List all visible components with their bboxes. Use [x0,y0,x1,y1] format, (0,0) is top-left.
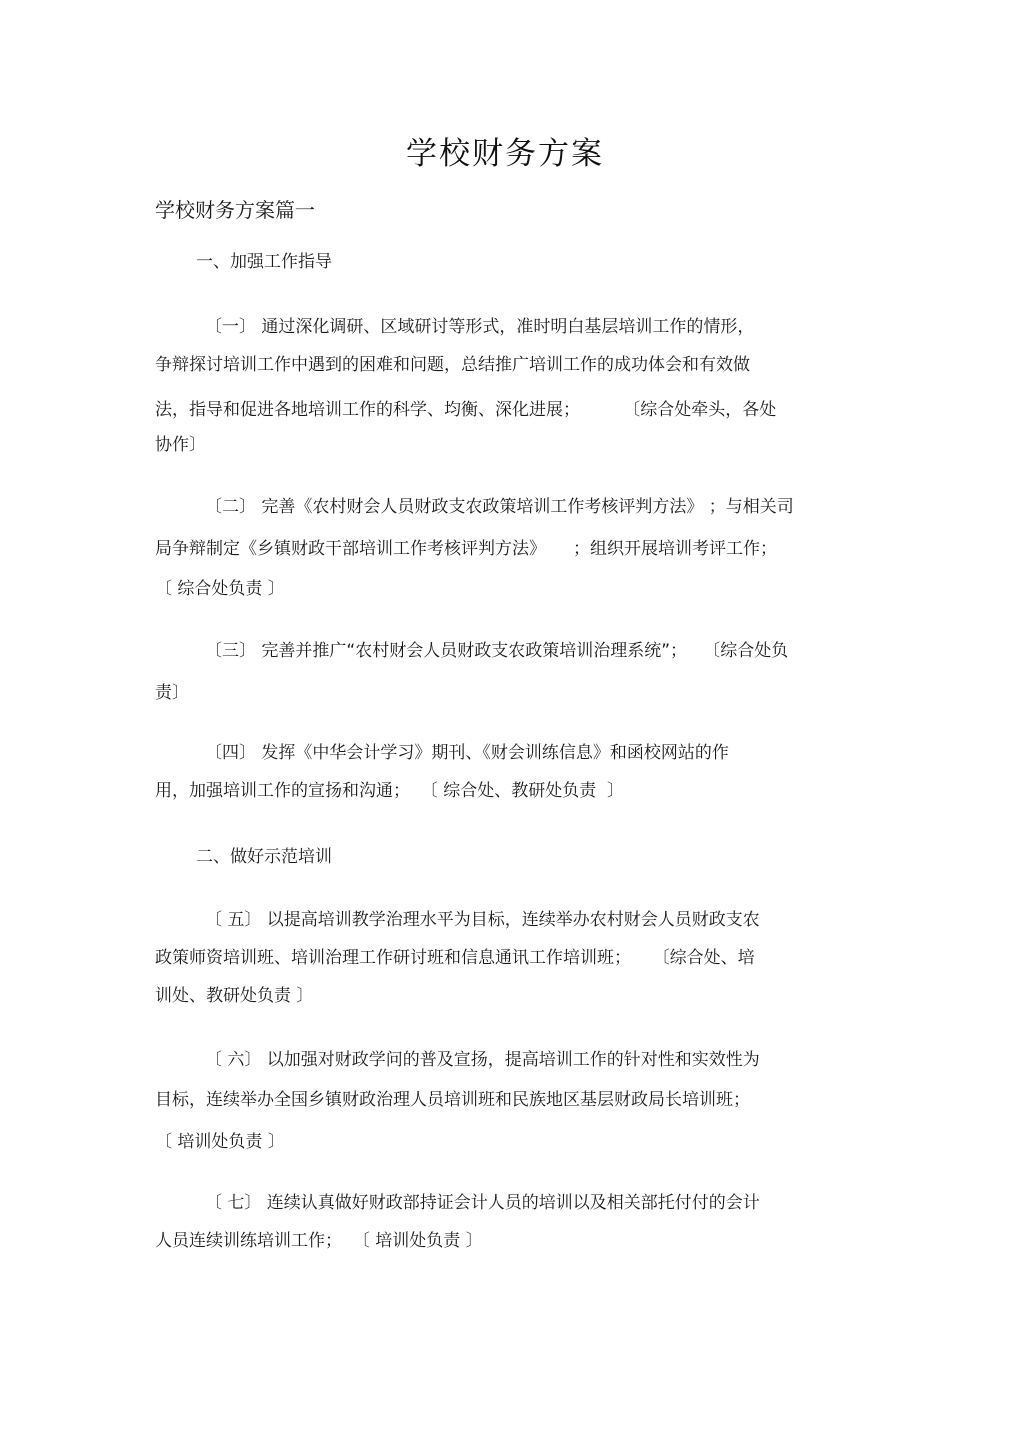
paragraph-line: 〔一〕 通过深化调研、区域研讨等形式，准时明白基层培训工作的情形， [205,317,755,337]
paragraph-line: 政策师资培训班、培训治理工作研讨班和信息通讯工作培训班； 〔综合处、培 [155,948,755,968]
paragraph-line: 〔 综合处负责 〕 [155,579,285,599]
paragraph-line: 局争辩制定《乡镇财政干部培训工作考核评判方法》 ；组织开展培训考评工作； [155,539,778,559]
document-title: 学校财务方案 [406,136,604,172]
section-heading-1: 一、加强工作指导 [196,252,332,272]
paragraph-line: 〔三〕 完善并推广“农村财会人员财政支农政策培训治理系统”； 〔综合处负 [205,641,789,661]
document-subtitle: 学校财务方案篇一 [155,198,315,222]
paragraph-line: 〔 培训处负责 〕 [155,1132,285,1152]
paragraph-line: 法，指导和促进各地培训工作的科学、均衡、深化进展； 〔综合处牵头，各处 [155,400,777,420]
paragraph-line: 争辩探讨培训工作中遇到的困难和问题，总结推广培训工作的成功体会和有效做 [155,355,750,375]
paragraph-line: 〔四〕 发挥《中华会计学习》期刊、《财会训练信息》和函校网站的作 [205,743,729,763]
paragraph-line: 〔 六〕 以加强对财政学问的普及宣扬，提高培训工作的针对性和实效性为 [205,1050,760,1070]
paragraph-line: 责〕 [155,683,189,703]
paragraph-line: 用，加强培训工作的宣扬和沟通； 〔 综合处、教研处负责 〕 [155,781,625,801]
paragraph-line: 训处、教研处负责 〕 [155,986,314,1006]
paragraph-line: 人员连续训练培训工作； 〔 培训处负责 〕 [155,1231,483,1251]
paragraph-line: 协作〕 [155,435,206,455]
paragraph-line: 〔二〕 完善《农村财会人员财政支农政策培训工作考核评判方法》 ；与相关司 [205,497,794,517]
paragraph-line: 〔 五〕 以提高培训教学治理水平为目标，连续举办农村财会人员财政支农 [205,910,760,930]
paragraph-line: 〔 七〕 连续认真做好财政部持证会计人员的培训以及相关部托付付的会计 [205,1193,760,1213]
section-heading-2: 二、做好示范培训 [196,847,332,867]
paragraph-line: 目标，连续举办全国乡镇财政治理人员培训班和民族地区基层财政局长培训班； [155,1090,750,1110]
